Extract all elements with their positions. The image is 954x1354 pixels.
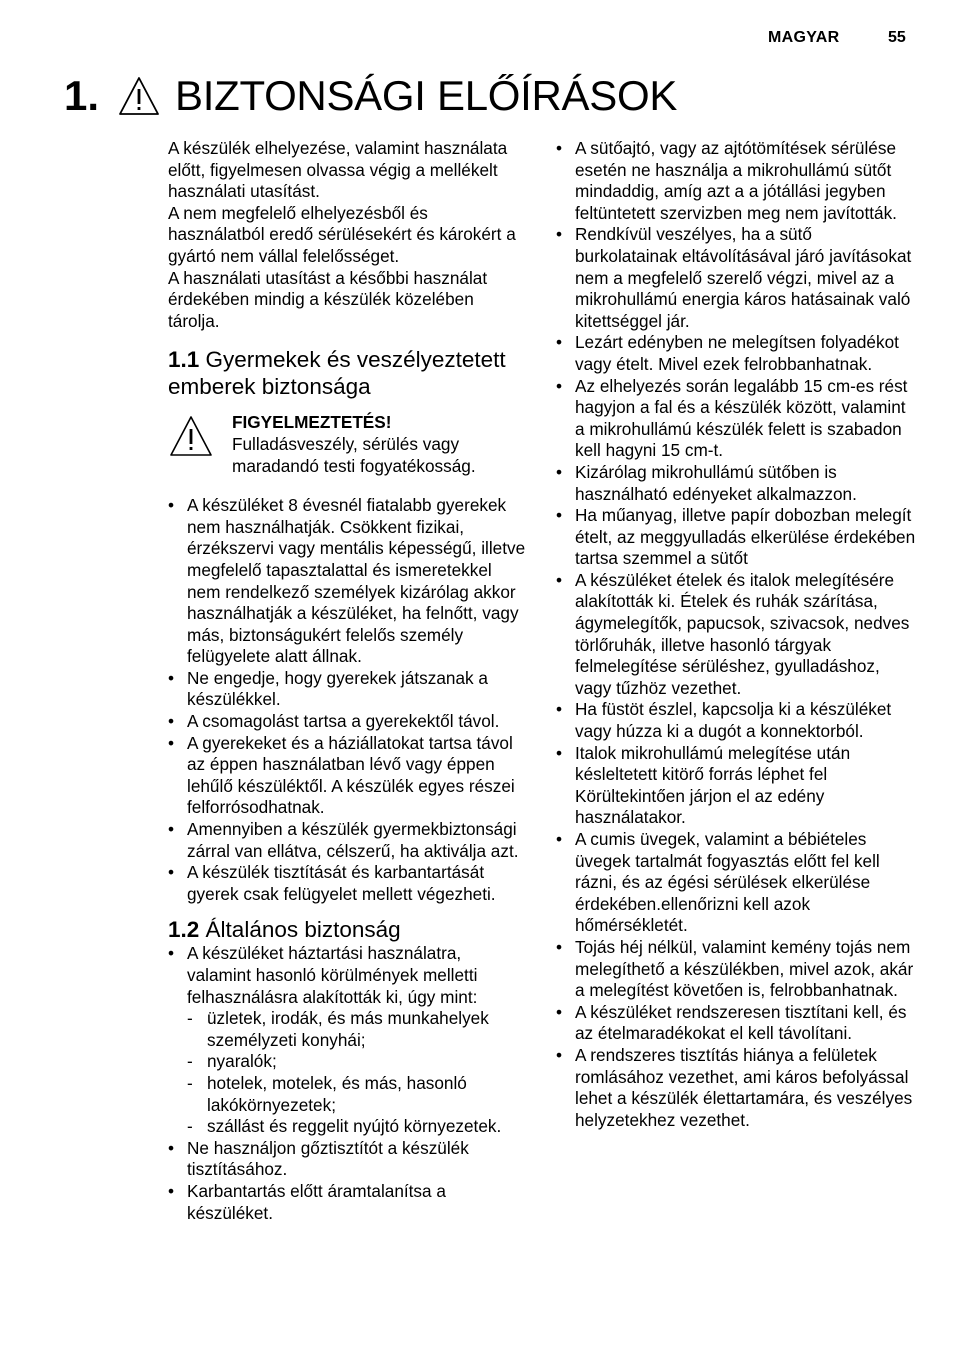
list-item: • A készüléket rendszeresen tisztítani kell, és az ételmaradékokat el kell távolítani.: [556, 1001, 907, 1044]
section-title: Gyermekek és veszélyeztetett emberek biztonsága: [168, 347, 506, 400]
page-title: [64, 70, 677, 122]
list-item: • A gyerekeket és a háziállatokat tartsa távol az éppen használatban lévő vagy éppen lehűlő készüléktől. A készülék egyes részei felforrósodhatnak.: [168, 732, 515, 818]
header-language: MAGYAR: [768, 29, 840, 46]
page-number: 55: [888, 29, 906, 46]
title-text: BIZTONSÁGI ELŐÍRÁSOK: [175, 72, 678, 119]
section-heading-1-1: [168, 346, 528, 400]
section-title: Általános biztonság: [205, 917, 401, 943]
left-column: [168, 138, 528, 1224]
list-item: • Rendkívül veszélyes, ha a sütő burkolatainak eltávolításával járó javításokat nem a megfelelő szerelő végzi, mivel az a mikrohullámú energia káros hatásainak való kitettséggel jár.: [556, 224, 912, 331]
warning-title: FIGYELMEZTETÉS!: [232, 412, 392, 433]
warning-text: Fulladásveszély, sérülés vagy maradandó testi fogyatékosság.: [232, 433, 476, 476]
usage-sublist: [187, 1008, 528, 1138]
sublist-item: - szállást és reggelit nyújtó környezetek.: [187, 1116, 502, 1137]
general-safety-list-continued: [556, 138, 916, 1131]
warning-triangle-icon: [117, 75, 161, 117]
list-item: • Karbantartás előtt áramtalanítsa a készüléket.: [168, 1180, 446, 1223]
section-number: 1.1: [168, 347, 200, 373]
list-item: • Lezárt edényben ne melegítsen folyadékot vagy ételt. Mivel ezek felrobbanhatnak.: [556, 332, 899, 374]
intro-paragraph: A nem megfelelő elhelyezésből és használatból eredő sérülésekért és károkért a gyártó nem vállal felelősséget.: [168, 202, 516, 266]
list-item: • A cumis üvegek, valamint a bébiételes üvegek tartalmát fogyasztás előtt fel kell rázni, és az égési sérülések elkerülése érdekében.ellenőrizni kell azok hőmérsékletét.: [556, 829, 880, 936]
list-item: • Kizárólag mikrohullámú sütőben is használható edényeket alkalmazzon.: [556, 461, 857, 504]
list-item: • Tojás héj nélkül, valamint kemény tojás nem melegíthető a készülékben, mivel azok, akár a melegítést követően is, felrobbanhatnak.: [556, 936, 914, 1001]
intro-paragraph: A készülék elhelyezése, valamint használata előtt, figyelmesen olvassa végig a mellékelt használati utasítást.: [168, 138, 508, 202]
list-item: • A rendszeres tisztítás hiánya a felületek romlásához vezethet, ami káros befolyással lehet a készülék élettartamára, és veszélyes helyzetekhez vezethet.: [556, 1044, 913, 1130]
section-heading-1-2: [168, 916, 528, 943]
list-item: • A csomagolást tartsa a gyerekektől távol.: [168, 711, 500, 732]
general-safety-list: [168, 943, 528, 1224]
child-safety-list: [168, 495, 528, 905]
list-item: • Ne használjon gőztisztítót a készülék tisztításához.: [168, 1137, 469, 1180]
sublist-item: - üzletek, irodák, és más munkahelyek személyzeti konyhái;: [187, 1008, 489, 1050]
warning-box: [168, 412, 528, 477]
right-column: [556, 138, 916, 1131]
list-item: • Ha füstöt észlel, kapcsolja ki a készüléket vagy húzza ki a dugót a konnektorból.: [556, 699, 892, 742]
list-item: • A készüléket 8 évesnél fiatalabb gyerekek nem használhatják. Csökkent fizikai, érzékszervi vagy mentális képességű, illetve megfelelő tapasztalattal és ismeretekkel nem rendelkező személyek kizárólag akkor használhatják a készüléket, ha felnőtt, vagy más, biztonságukért felelős személy felügyelete alatt állnak.: [168, 495, 526, 667]
list-item: • A sütőajtó, vagy az ajtótömítések sérülése esetén ne használja a mikrohullámú sütőt mindaddig, amíg azt a a jótállási jegyben feltüntetett szervizben meg nem javították.: [556, 138, 897, 223]
list-item: • A készüléket háztartási használatra, valamint hasonló körülmények melletti felhasználásra alakították ki, úgy mint: - üzletek, irodák, és más munkahelyek személyzeti konyhái; - nyaralók; - hotelek, motelek, és más, hasonló lakókörnyezetek; - szállást és reggelit nyújtó környezetek.: [168, 943, 528, 1137]
section-number: 1.2: [168, 917, 200, 943]
sublist-item: - nyaralók;: [187, 1051, 277, 1072]
list-item: • Ha műanyag, illetve papír dobozban melegít ételt, az meggyulladás elkerülése érdekében tartsa szemmel a sütőt: [556, 505, 916, 569]
intro-paragraph: A használati utasítást a későbbi használat érdekében mindig a készülék közelében tárolja.: [168, 267, 488, 331]
title-number: 1.: [64, 72, 100, 119]
list-item: • Ne engedje, hogy gyerekek játszanak a készülékkel.: [168, 667, 488, 710]
list-item: • Italok mikrohullámú melegítése után késleltetett kitörő forrás léphet fel Körültekintően járjon el az edény használatakor.: [556, 742, 851, 828]
warning-triangle-icon: [168, 414, 214, 458]
list-item: • A készülék tisztítását és karbantartását gyerek csak felügyelet mellett végezheti.: [168, 862, 496, 904]
list-item: • Az elhelyezés során legalább 15 cm-es rést hagyjon a fal és a készülék között, valamint a mikrohullámú készülék felett is szabadon kell hagyni 15 cm-t.: [556, 375, 908, 461]
list-item: • A készüléket ételek és italok melegítésére alakították ki. Ételek és ruhák szárítása, ágymelegítők, papucsok, szivacsok, nedves törlőruhák, illetve hasonló tárgyak felmelegítése sérüléshez, gyulladáshoz, vagy tűzhöz vezethet.: [556, 569, 910, 698]
sublist-item: - hotelek, motelek, és más, hasonló lakókörnyezetek;: [187, 1072, 467, 1115]
list-item: • Amennyiben a készülék gyermekbiztonsági zárral van ellátva, célszerű, ha aktiválja azt.: [168, 819, 519, 861]
